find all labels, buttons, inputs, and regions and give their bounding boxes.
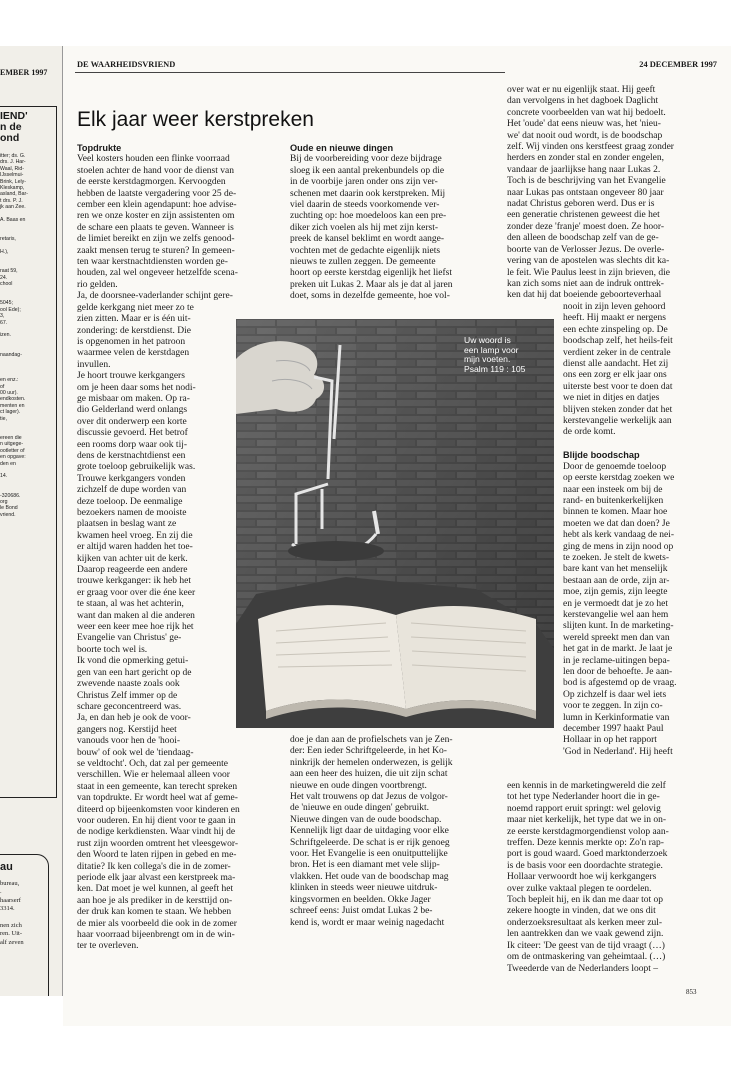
section-heading: Topdrukte: [77, 143, 122, 153]
text-line: ge misbaar om maken. Op ra-: [77, 393, 190, 404]
text-line: het gat in de markt. Je laat je: [563, 644, 673, 655]
running-header-date: 24 DECEMBER 1997: [639, 60, 717, 69]
text-line: discussie gevoerd. Het betrof: [77, 428, 188, 439]
text-line: schreef eens: Juist omdat Lukas 2 be-: [290, 906, 433, 917]
text-line: Op zichzelf is daar wel iets: [563, 689, 667, 700]
text-line: kend is, wordt er maar weinig nagedacht: [290, 917, 445, 928]
column-1: [77, 143, 240, 953]
text-line: vochten met de gedachte eigenlijk niets: [290, 245, 441, 256]
text-line: er graag voor over die éne keer: [77, 587, 196, 598]
text-line: zekere hoogte in vinden, dat we ons dit: [507, 906, 656, 917]
text-line: ter te overleven.: [77, 941, 139, 952]
text-line: periode elk jaar alvast een kerstpreek ma-: [77, 873, 236, 883]
text-line: Kennelijk ligt daar de uitdaging voor elke: [290, 826, 449, 837]
text-line: dienst alle aandacht. Het zij: [563, 359, 669, 370]
text-line: dio Gelderland werd onlangs: [77, 405, 188, 416]
text-line: klinken in steeds weer nieuwe uitdruk-: [290, 883, 438, 894]
text-line: vandaar de jaarlijkse hang naar Lukas 2.: [507, 164, 661, 175]
text-line: een generatie christenen geweest die het: [507, 210, 660, 221]
text-line: schare geconcentreerd was.: [77, 701, 182, 712]
text-line: een echte zinspeling op. De: [563, 324, 668, 335]
text-line: bestaan aan de orde, zijn ar-: [563, 575, 670, 586]
text-line: slijten kunt. In de marketing-: [563, 621, 674, 632]
article-page: [63, 46, 731, 1026]
text-line: cember een klein agendapunt: hoe advise-: [77, 200, 237, 211]
text-line: er altijd waren hadden het toe-: [77, 542, 193, 553]
text-line: Bij de voorbereiding voor deze bijdrage: [290, 154, 442, 165]
text-line: boorte van de Verlosser Jezus. De overle-: [507, 244, 665, 255]
ad-line: nen zich: [0, 921, 22, 929]
ad-box-title: au: [0, 861, 13, 873]
text-line: trouwe kerkganger: ik heb het: [77, 576, 191, 587]
text-line: de mier als voorbeeld die ook in de zomer: [77, 918, 237, 929]
text-line: deze toeloop. De eenmalige: [77, 496, 183, 507]
text-line: Toch is de beschrijving van het Evangelie: [507, 176, 666, 187]
info-line: H.),: [0, 249, 9, 256]
info-box-title-line: IEND': [0, 110, 28, 122]
text-line: concrete voorbeelden van wat hij bedoelt.: [507, 107, 666, 118]
previous-page-strip: [0, 46, 63, 996]
text-line: vering van de apostelen was slechts dit ka-: [507, 256, 670, 267]
text-line: een kennis in de marketingwereld die zelf: [507, 781, 666, 791]
info-line: 67.: [0, 319, 8, 326]
text-line: treffen. Deze kennis merkte op: Zo'n rap-: [507, 838, 664, 849]
text-line: ten waar kerstnachtdiensten worden ge-: [77, 257, 228, 268]
text-line: uiterste best voor te doen dat: [563, 381, 673, 392]
text-line: rio gelden.: [77, 279, 118, 290]
info-line: vriend.: [0, 511, 16, 518]
text-line: houden, zal wel ongeveer hetzelfde scena-: [77, 268, 238, 279]
text-line: blijven steken zonder dat het: [563, 404, 673, 415]
info-line: Waal, Rid-: [0, 165, 25, 172]
text-line: te staan, al was het achterin,: [77, 599, 184, 610]
text-line: de nodige kerkdiensten. Waar vindt hij de: [77, 827, 236, 838]
text-line: gangers nog. Kerstijd heet: [77, 724, 177, 735]
text-line: in de voorbije jaren onder ons zijn ver-: [290, 177, 438, 188]
text-line: rust zijn woorden omtrent het vleesgewor-: [77, 838, 238, 849]
text-line: de orde komt.: [563, 427, 616, 438]
text-line: Het valt trouwens op dat Jezus de volgor-: [290, 792, 448, 803]
info-box-title-line: n de: [0, 121, 22, 133]
text-line: hoort op eerste kerstdag eigenlijk het liefst: [290, 268, 452, 279]
text-line: in je reclame-uitingen bepa-: [563, 655, 670, 666]
ad-line: 3314.: [0, 905, 15, 913]
text-line: Ik citeer: 'De geest van de tijd vraagt (…): [507, 940, 665, 951]
text-line: zondering: de kerstdienst. Die: [77, 325, 191, 336]
text-line: nadat Christus geboren werd. Dus er is: [507, 199, 655, 210]
text-line: voor ouderen. En hij dient voor te gaan in: [77, 815, 236, 826]
text-line: ken dat hij dat boeiende geboorteverhaal: [507, 290, 662, 301]
text-line: stoelen achter de hand voor de dienst van: [77, 165, 234, 176]
text-line: ging de mens in zijn nood op: [563, 541, 674, 552]
article-photo: [236, 319, 554, 728]
text-line: bouw' of ook wel de 'tiendaag-: [77, 747, 194, 758]
text-line: naar een insteek om bij de: [563, 484, 663, 495]
text-line: Ja, en dan heb je ook de voor-: [77, 713, 191, 724]
hand-holding-lamp: [236, 341, 324, 414]
ad-line: alf zeven: [0, 938, 24, 946]
info-line: izen.: [0, 332, 11, 339]
text-line: verdient zeker in de centrale: [563, 347, 671, 358]
text-line: ditatie? Ik ken collega's die in de zomer-: [77, 861, 231, 872]
text-line: december 1997 haakt Paul: [563, 724, 664, 735]
article-headline: Elk jaar weer kerstpreken: [77, 108, 314, 131]
text-line: een rooms dorp waar ook tij-: [77, 439, 188, 450]
info-line: 3,: [0, 313, 5, 320]
running-header-left: DE WAARHEIDSVRIEND: [77, 60, 176, 69]
text-line: is de basis voor een doordachte strategie.: [507, 860, 663, 871]
text-line: de 'nieuwe en oude dingen' gebruikt.: [290, 803, 430, 814]
text-line: nooit in zijn leven gehoord: [563, 302, 666, 312]
text-line: moe, zijn gemis, zijn leegte: [563, 587, 668, 598]
quote-line: mijn voeten.: [464, 354, 511, 365]
text-line: grote toeloop gebruikelijk was.: [77, 462, 196, 473]
info-line: ct lager).: [0, 409, 21, 416]
info-line: retaris,: [0, 236, 16, 243]
text-line: naar Lukas pas ontstaan ongeveer 80 jaar: [507, 187, 664, 198]
info-line: le Bond: [0, 505, 18, 512]
info-line: jk aan Zee.: [0, 204, 26, 211]
text-line: se veldtocht'. Och, dat zal per gemeente: [77, 758, 229, 769]
text-line: ons een zorg er elk jaar ons: [563, 370, 667, 381]
text-line: Toch bepleit hij, en ik dan me daar tot op: [507, 895, 664, 906]
text-line: len door de behoefte. Je aan-: [563, 667, 673, 677]
quote-line: een lamp voor: [464, 344, 519, 355]
text-line: schenen met daarin ook kerstpreken. Mij: [290, 188, 446, 199]
text-line: zichzelf de dupe worden van: [77, 485, 187, 496]
column-2-bottom: [290, 735, 453, 929]
text-line: ninkrijk der hemelen onderwezen, is gelijk: [290, 757, 453, 768]
info-line: menten en: [0, 402, 25, 409]
column-3-bottom: [507, 781, 669, 975]
ad-line: ren. Uit-: [0, 930, 23, 938]
text-line: kerstevangelie wel aan hem: [563, 609, 669, 620]
text-line: den Woord te laten rijpen in gebed en me-: [77, 850, 237, 861]
text-line: onderzoeksresultaat als kerken meer zul-: [507, 917, 663, 928]
text-line: Hollaar in op het rapport: [563, 735, 657, 746]
text-line: Je hoort trouwe kerkgangers: [77, 371, 185, 382]
text-line: Ik vond die opmerking getui-: [77, 656, 189, 667]
text-line: dan vervolgens in het dagboek Daglicht: [507, 96, 659, 107]
text-line: viel daarin de steeds voorkomende ver-: [290, 200, 440, 211]
text-line: der: Een ieder Schriftgeleerde, in het Ko-: [290, 746, 447, 757]
text-line: noemd rapport eruit springt: wel gelovig: [507, 803, 661, 814]
text-line: want dan maken al die anderen: [77, 610, 195, 621]
previous-page-ad-box: [0, 854, 49, 996]
text-line: herders en zonder stal en zonder engelen,: [507, 153, 664, 164]
text-line: doet, soms in dezelfde gemeente, hoe vol-: [290, 291, 450, 302]
info-line: org: [0, 498, 8, 505]
text-line: haar voorraad bijeenbrengt om in de win-: [77, 930, 235, 941]
text-line: Tweederde van de Nederlanders loopt –: [507, 963, 659, 974]
text-line: invullen.: [77, 359, 111, 370]
info-line: of: [0, 383, 5, 390]
text-line: kerstevangelie werkelijk aan: [563, 416, 672, 427]
header-rule: [75, 72, 505, 73]
text-line: doe je dan aan de profielschets van je Zen-: [290, 735, 453, 745]
text-line: heeft. Hij maakt er nergens: [563, 313, 666, 324]
text-line: gen van een hart gericht op de: [77, 667, 192, 678]
text-line: vlakken. Het oude van de boodschap mag: [290, 871, 449, 882]
column-2-top: [290, 143, 453, 303]
text-line: 'God in Nederland'. Hij heeft: [563, 746, 673, 757]
text-line: rand- en buitenkerkelijken: [563, 495, 664, 506]
text-line: we' dat nooit oud wordt, is de boodschap: [507, 130, 663, 141]
text-line: diker zich voelen als hij met zijn kerst-: [290, 222, 438, 233]
text-line: bezoekers namen de mooiste: [77, 508, 187, 518]
text-line: zaakt mensen terug te sturen? In gemeen-: [77, 245, 235, 256]
text-line: ken. Dat moet je wel kunnen, al geeft het: [77, 884, 234, 895]
page-number: 853: [686, 988, 697, 996]
text-line: preken uit Lukas 2. Maar als je dat al jaren: [290, 279, 453, 290]
text-line: over dit onderwerp een korte: [77, 416, 187, 427]
text-line: voor te zeggen. In zijn co-: [563, 701, 663, 712]
text-line: vanouds voor hen de 'hooi-: [77, 736, 181, 747]
info-line: Kleskamp,: [0, 185, 25, 192]
text-line: waarmee velen de kerstdagen: [77, 348, 190, 359]
info-box-title: [0, 111, 28, 144]
info-line: den en: [0, 460, 16, 467]
text-line: gelde kerkgang niet meer zo te: [77, 302, 194, 313]
text-line: le feit. Wie Paulus leest in zijn brieven, die: [507, 267, 671, 278]
text-line: over wat er nu eigenlijk staat. Hij geeft: [507, 85, 656, 95]
text-line: kijken van achter uit de kerk.: [77, 553, 188, 564]
text-line: van topdrukte. Er wordt heel wat af geme-: [77, 793, 238, 804]
info-line: asland, Bar-: [0, 191, 28, 198]
text-line: weer een keer mee hoe rijk het: [77, 622, 194, 633]
column-3-middle: [563, 302, 676, 758]
text-line: nieuwe en oude dingen voortbrengt.: [290, 780, 427, 791]
ad-line: [0, 913, 48, 921]
ad-line: haarserf: [0, 896, 21, 904]
text-line: den alleen de boodschap zelf van de ge-: [507, 233, 659, 244]
text-line: plaatsen in beslag want ze: [77, 519, 177, 530]
info-box-lines: [0, 153, 28, 518]
text-line: kwamen heel vroeg. En zij die: [77, 530, 193, 541]
text-line: boodschap zelf, het heils-feit: [563, 336, 673, 347]
info-line: A. Baas en: [0, 217, 26, 224]
text-line: zwevende naaste zoals ook: [77, 679, 180, 690]
info-line: t drs. P. J.: [0, 197, 23, 204]
text-line: boorte toch wel is.: [77, 644, 148, 655]
info-line: ool Ede);: [0, 306, 21, 313]
text-line: voor. Het Evangelie is een onuitputtelijke: [290, 849, 448, 860]
info-line: ereen die: [0, 434, 22, 441]
info-line: endkosten.: [0, 396, 26, 403]
quote-line: Uw woord is: [464, 335, 511, 345]
info-line: en enz.:: [0, 377, 19, 384]
info-line: 5045;: [0, 300, 13, 307]
text-line: preek de kansel beklimt en wordt aange-: [290, 234, 445, 245]
text-line: bron. Het is een diamant met vele slijp-: [290, 860, 440, 871]
text-line: bare kant van het menselijk: [563, 564, 668, 575]
text-line: nieuws te zullen zeggen. De gemeente: [290, 257, 436, 268]
text-line: lumn in Kerkinformatie van: [563, 712, 670, 723]
text-line: is opgenomen in het patroon: [77, 336, 186, 347]
text-line: de schare een plaats te geven. Wanneer is: [77, 222, 234, 233]
info-line: raat 59,: [0, 268, 18, 275]
text-line: te zoeken. Je stelt de kwets-: [563, 552, 670, 563]
info-line: drs. J. Har-: [0, 159, 26, 166]
text-line: zien zitten. Maar er is één uit-: [77, 314, 191, 325]
text-line: hebben de laatste vergadering voor 25 de-: [77, 188, 237, 199]
text-line: ren we onze koster en zijn assistenten om: [77, 211, 235, 222]
text-line: hebt als kerk vandaag de nei-: [563, 530, 675, 541]
text-line: zelf. Wij vinden ons kerstfeest graag zonder: [507, 142, 674, 153]
text-line: tot het type Nederlander hoort die in ge-: [507, 792, 660, 803]
text-line: kan zich soms niet aan de indruk onttrek-: [507, 278, 664, 289]
quote-line: Psalm 119 : 105: [464, 363, 526, 374]
text-line: zonder deze 'franje' moest doen. Ze hoor-: [507, 221, 665, 232]
info-line: 24.: [0, 274, 8, 281]
text-line: diteerd op bijeenkomsten voor kinderen en: [77, 804, 240, 815]
text-line: aan een heer des huizen, die uit zijn schat: [290, 769, 448, 780]
text-line: Hollaar verwoordt hoe wij kerkgangers: [507, 872, 657, 883]
text-line: Daarop reageerde een andere: [77, 565, 188, 576]
ad-box-lines: [0, 871, 48, 947]
text-line: wereld spreekt men dan van: [563, 632, 670, 643]
info-box-title-line: ond: [0, 132, 20, 144]
ad-line: bureau,: [0, 879, 20, 887]
text-line: Door de genoemde toeloop: [563, 461, 667, 472]
text-line: moeten we dat dan doen? Je: [563, 518, 670, 529]
text-line: dens de kerstnachtdienst een: [77, 450, 186, 461]
text-line: maar niet kerkelijk, het type dat we in on-: [507, 815, 667, 826]
info-line: 00 uur).: [0, 390, 18, 397]
text-line: Evangelie van Christus' ge-: [77, 633, 182, 644]
text-line: Veel kosters houden een flinke voorraad: [77, 154, 230, 165]
info-line: en opgave:: [0, 454, 26, 461]
text-line: sloeg ik een aantal prekenbundels op die: [290, 165, 445, 176]
text-line: de limiet bereikt en zijn we zelfs genood-: [77, 234, 235, 245]
text-line: Christus Zelf immer op de: [77, 690, 178, 701]
text-line: ze eerste kerstdagmorgendienst volop aan-: [507, 826, 669, 837]
info-line: ootletter of: [0, 447, 25, 454]
text-line: aan hoe je als prediker in de kersttijd on-: [77, 895, 233, 906]
text-line: len aantrekken dan we vaak gewend zijn.: [507, 929, 664, 940]
text-line: staat in een gemeente, kan terecht spreken: [77, 781, 238, 792]
info-line: -320686.: [0, 492, 21, 499]
text-line: port is goud waard. Goed marktonderzoek: [507, 849, 668, 860]
column-3-top: [507, 85, 674, 302]
info-line: naandag-: [0, 351, 22, 358]
text-line: om je heen daar soms het nodi-: [77, 382, 196, 393]
ad-line: .: [0, 888, 2, 896]
info-line: 14.: [0, 473, 8, 480]
text-line: over zulke vaktaal plegen te oordelen.: [507, 883, 652, 894]
text-line: zuchting op: hoe moedeloos kan een pre-: [290, 211, 447, 222]
section-heading: Oude en nieuwe dingen: [290, 143, 394, 153]
info-line: itter; ds. G.: [0, 153, 26, 159]
text-line: binnen te komen. Maar hoe: [563, 507, 668, 518]
info-line: n uitgege-: [0, 441, 24, 448]
photo-quote: [464, 336, 525, 374]
info-line: IJsselmui-: [0, 172, 24, 179]
text-line: kingsvormen en beelden. Okke Jager: [290, 894, 431, 905]
info-line: Brink, Lely-: [0, 178, 26, 185]
text-line: de eerste kerstdagmorgen. Kervoogden: [77, 177, 226, 188]
previous-page-info-box: [0, 106, 57, 798]
text-line: [563, 439, 676, 450]
text-line: der druk kan komen te staan. We hebben: [77, 907, 232, 918]
previous-page-header: EMBER 1997: [0, 68, 48, 77]
text-line: Het 'oude' dat eens nieuw was, het 'nieu-: [507, 119, 661, 130]
text-line: we niet in ditjes en datjes: [563, 393, 660, 404]
info-line: chool: [0, 281, 13, 288]
text-line: en je vermoedt dat je zo het: [563, 598, 668, 609]
text-line: Nieuwe dingen van de oude boodschap.: [290, 814, 442, 825]
text-line: bod is afgestemd op de vraag.: [563, 678, 677, 689]
text-line: om de ontmaskering van geheimtaal. (…): [507, 952, 666, 963]
text-line: verschillen. Wie er helemaal alleen voor: [77, 770, 230, 781]
text-line: Trouwe kerkgangers vonden: [77, 473, 186, 484]
info-line: tie,: [0, 415, 7, 422]
text-line: Schriftgeleerde. De schat is er rijk genoeg: [290, 837, 450, 848]
text-line: op eerste kerstdag zoeken we: [563, 473, 675, 484]
section-heading: Blijde boodschap: [563, 450, 640, 461]
text-line: Ja, de doorsnee-vaderlander schijnt gere-: [77, 291, 233, 302]
